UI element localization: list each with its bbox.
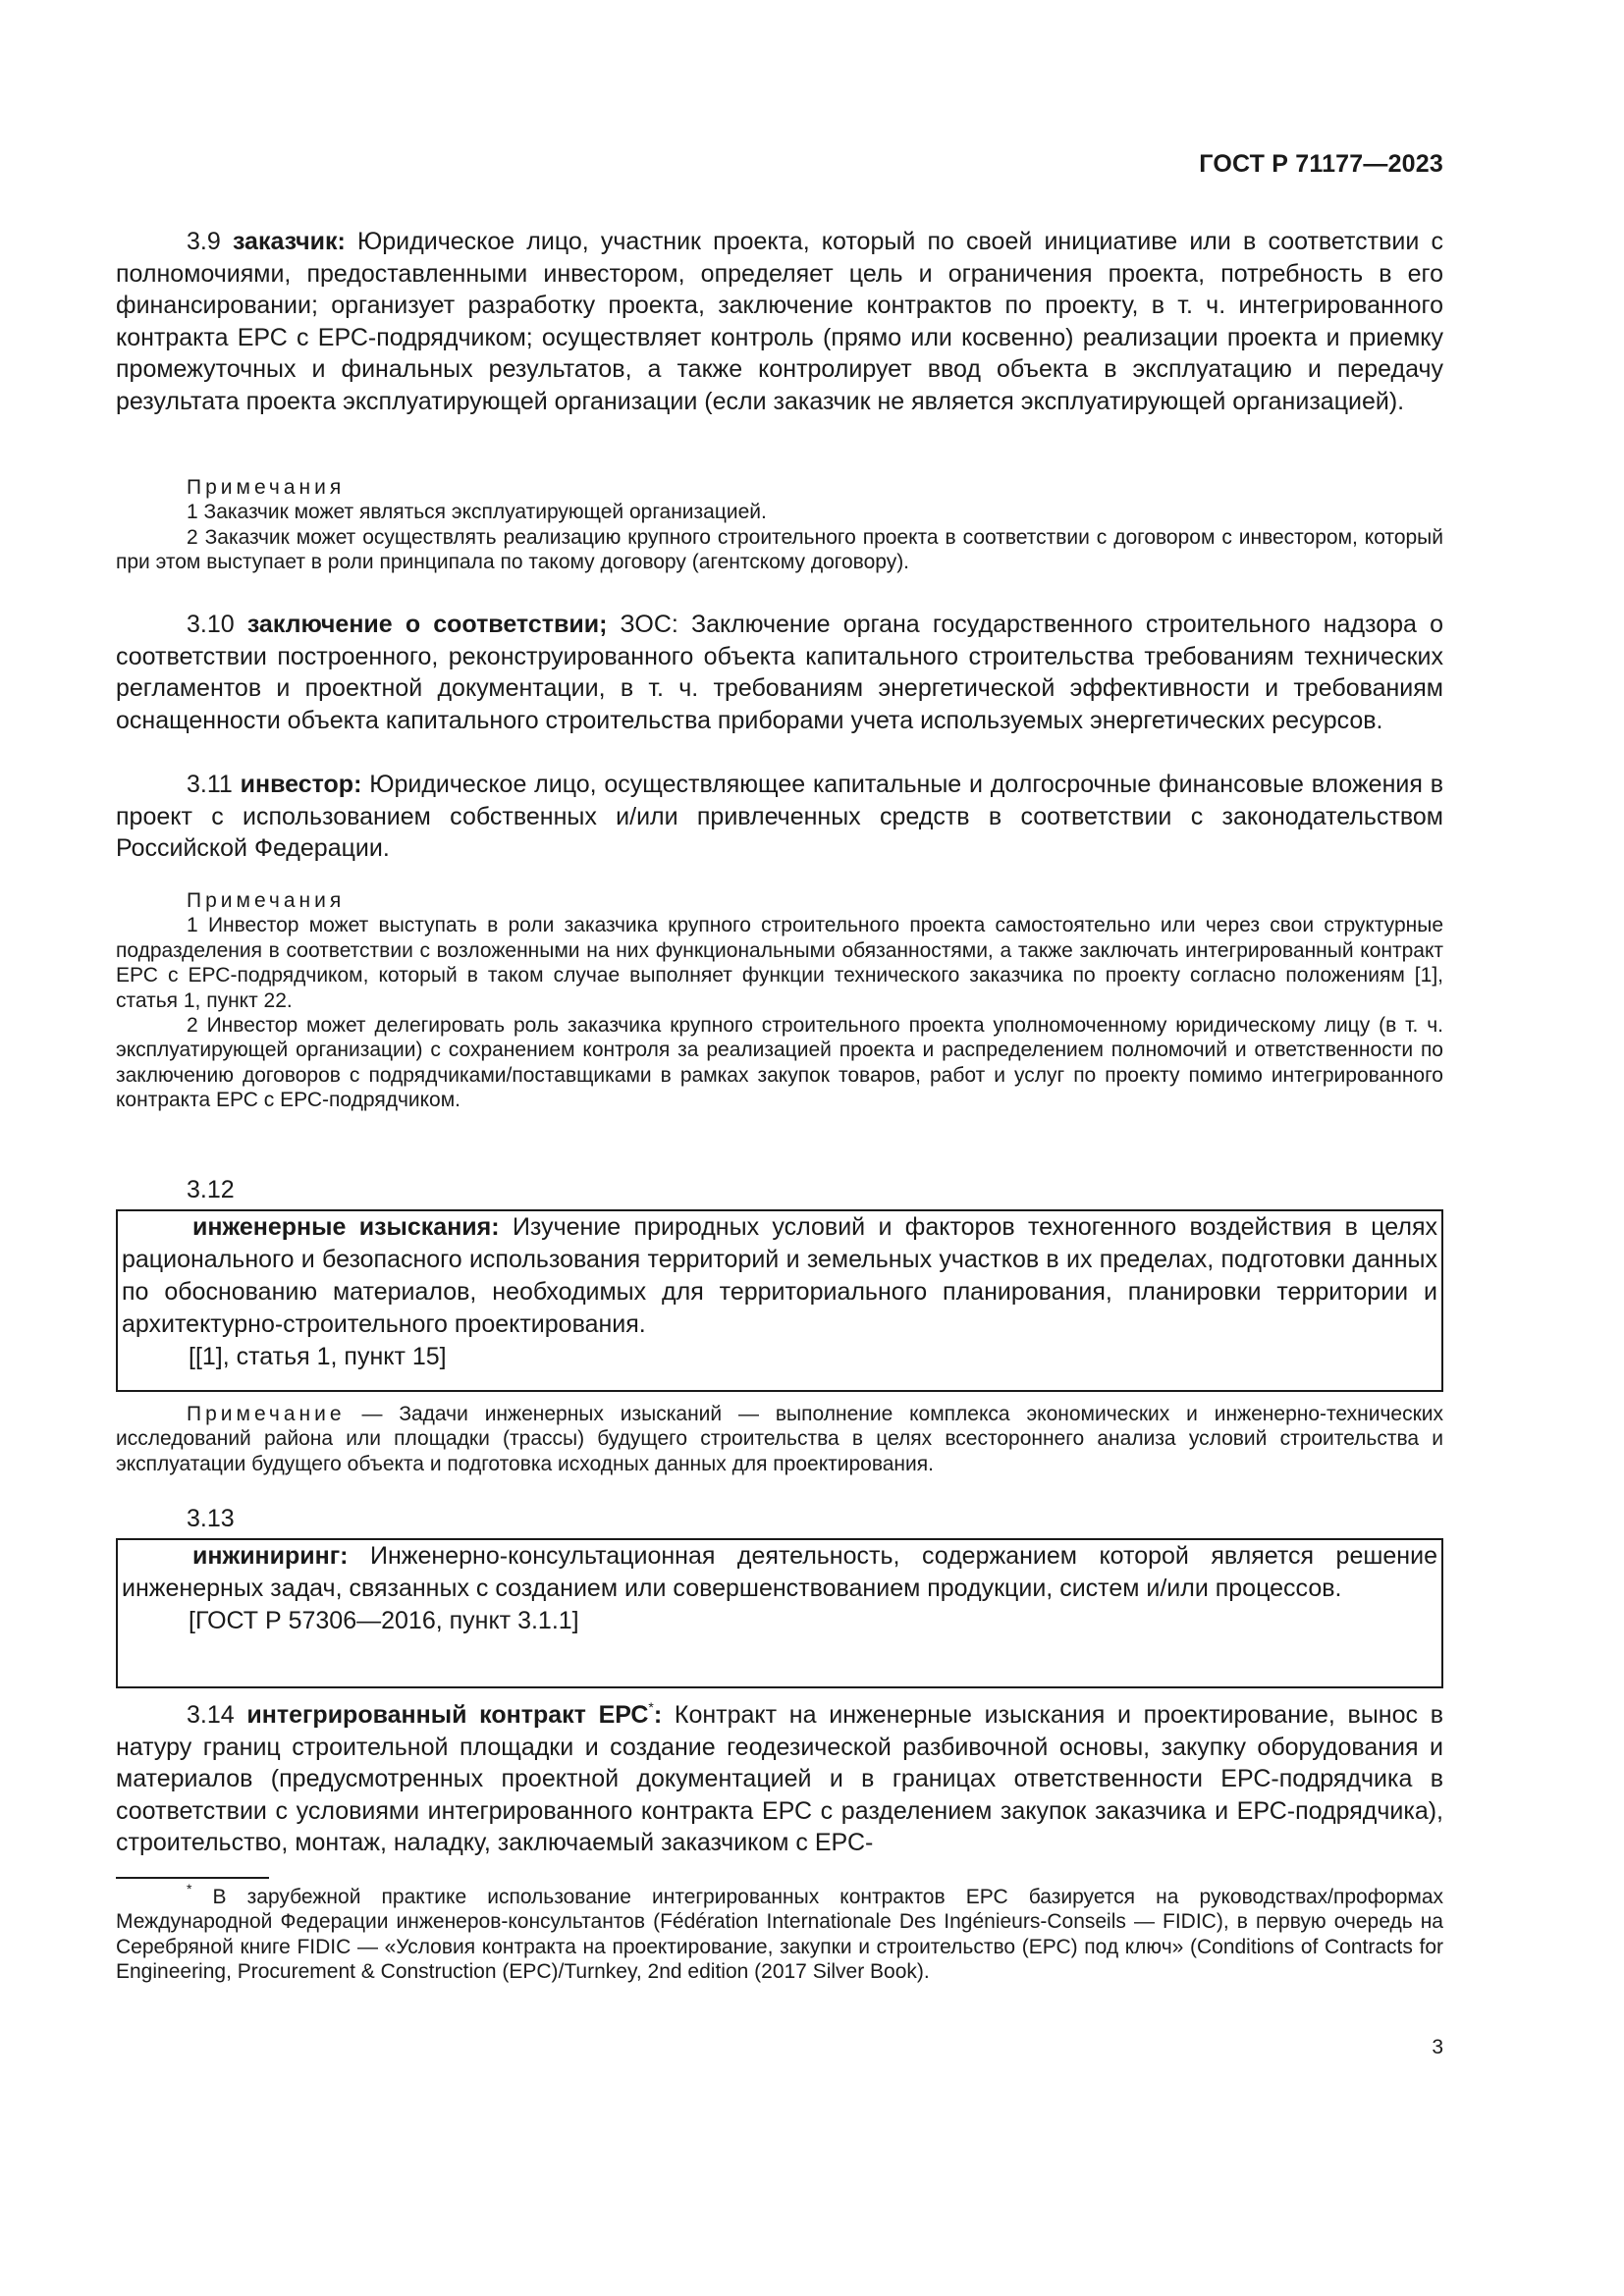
clause-3-12-note bbox=[116, 1402, 1443, 1476]
term-izyskaniya: инженерные изыскания: bbox=[192, 1213, 500, 1241]
notes-heading: Примечания bbox=[187, 476, 346, 499]
term-inzhiniring: инжиниринг: bbox=[192, 1542, 349, 1570]
clause-number: 3.14 bbox=[187, 1701, 235, 1729]
footnote-marker: * bbox=[648, 1698, 654, 1715]
clause-number: 3.10 bbox=[187, 611, 235, 638]
quoted-definition-box bbox=[116, 1538, 1443, 1688]
clause-3-14 bbox=[116, 1699, 1443, 1859]
footnote-separator bbox=[116, 1877, 269, 1879]
clause-3-12-number bbox=[116, 1174, 1443, 1206]
clause-3-10 bbox=[116, 609, 1443, 736]
quoted-definition-box bbox=[116, 1209, 1443, 1392]
term-kontrakt-epc: интегрированный контракт ЕРС bbox=[246, 1701, 649, 1729]
term-colon: : bbox=[653, 1701, 663, 1729]
note-item: 1 Инвестор может выступать в роли заказчика крупного строительного проекта самостоятельно или через свои структурные подразделения в соответствии с возложенными на них функциональными обязанностями, а также заключать интегрированный контракт ЕРС с ЕРС-подрядчиком, который в таком случае выполняет функции технического заказчика по проекту согласно положениям [1], статья 1, пункт 22. bbox=[116, 914, 1443, 1012]
clause-number: 3.11 bbox=[187, 771, 233, 798]
document-page bbox=[116, 0, 1443, 2296]
definition-text: Юридическое лицо, осуществляющее капитальные и долгосрочные финансовые вложения в проект с использованием собственных и/или привлеченных средств в соответствии с законодательством Российской Федерации. bbox=[116, 771, 1443, 862]
note-item: 2 Инвестор может делегировать роль заказчика крупного строительного проекта уполномоченному юридическому лицу (в т. ч. эксплуатирующей организации) с сохранением контроля за реализацией проекта и распределением полномочий и ответственности по заключению договоров с подрядчиками/поставщиками в рамках закупок товаров, работ и услуг по проекту помимо интегрированного контракта ЕРС с ЕРС-подрядчиком. bbox=[116, 1014, 1443, 1112]
definition-source: [[1], статья 1, пункт 15] bbox=[189, 1343, 447, 1370]
footnote-marker: * bbox=[187, 1881, 192, 1896]
clause-number: 3.12 bbox=[187, 1176, 235, 1203]
definition-text: Заключение органа государственного строительного надзора о соответствии построенного, реконструированного объекта капитального строительства требованиям технических регламентов и проектной документации, в т. ч. требованиям энергетической эффективности и требованиям оснащенности объекта капитального строительства приборами учета используемых энергетических ресурсов. bbox=[116, 611, 1443, 734]
term-abbreviation: ЗОС: bbox=[607, 611, 678, 638]
definition-source: [ГОСТ Р 57306—2016, пункт 3.1.1] bbox=[189, 1607, 579, 1634]
note-label: Примечание bbox=[187, 1403, 346, 1425]
definition-text: Инженерно-консультационная деятельность, содержанием которой является решение инженерных задач, связанных с созданием или совершенствованием продукции, систем и/или процессов. bbox=[122, 1542, 1437, 1602]
clause-3-11-notes bbox=[116, 888, 1443, 1113]
page-number: 3 bbox=[1432, 2036, 1443, 2058]
note-item: 1 Заказчик может являться эксплуатирующей организацией. bbox=[187, 501, 767, 524]
term-investor: инвестор: bbox=[240, 771, 362, 798]
term-zakazchik: заказчик: bbox=[232, 228, 346, 255]
note-item: 2 Заказчик может осуществлять реализацию крупного строительного проекта в соответствии с договором с инвестором, который при этом выступает в роли принципала по такому договору (агентскому договору). bbox=[116, 525, 1443, 574]
footnote-text: В зарубежной практике использование интегрированных контрактов ЕРС базируется на руководствах/проформах Международной Федерации инженеров-консультантов (Fédération Internationale Des Ingénieurs-Conseils — FIDIC), в первую очередь на Серебряной книге FIDIC — «Условия контракта на проектирование, закупки и строительство (ЕРС) под ключ» (Conditions of Contracts for Engineering, Procurement & Construction (EPC)/Turnkey, 2nd edition (2017 Silver Book). bbox=[116, 1886, 1443, 1984]
clause-3-13-number bbox=[116, 1503, 1443, 1535]
definition-text: Контракт на инженерные изыскания и проектирование, вынос в натуру границ строительной площадки и создание геодезической разбивочной основы, закупку оборудования и материалов (предусмотренных проектной документацией и в границах ответственности ЕРС-подрядчика в соответствии с условиями интегрированного контракта ЕРС с разделением закупок заказчика и ЕРС-подрядчика), строительство, монтаж, наладку, заключаемый заказчиком с ЕРС- bbox=[116, 1701, 1443, 1856]
clause-3-11 bbox=[116, 769, 1443, 865]
document-id-header: ГОСТ Р 71177—2023 bbox=[1199, 150, 1443, 178]
note-text: — Задачи инженерных изысканий — выполнение комплекса экономических и инженерно-технических исследований района или площадки (трассы) будущего строительства в целях всестороннего анализа условий строительства и эксплуатации будущего объекта и подготовка исходных данных для проектирования. bbox=[116, 1403, 1443, 1475]
clause-3-9-notes bbox=[116, 475, 1443, 575]
definition-text: Изучение природных условий и факторов техногенного воздействия в целях рационального и безопасного использования территорий и земельных участков в их пределах, подготовки данных по обоснованию материалов, необходимых для территориального планирования, планировки территории и архитектурно-строительного проектирования. bbox=[122, 1213, 1437, 1338]
clause-number: 3.13 bbox=[187, 1505, 235, 1532]
footnote bbox=[116, 1881, 1443, 1985]
clause-number: 3.9 bbox=[187, 228, 221, 255]
definition-text: Юридическое лицо, участник проекта, который по своей инициативе или в соответствии с полномочиями, предоставленными инвестором, определяет цель и ограничения проекта, потребность в его финансировании; организует разработку проекта, заключение контрактов по проекту, в т. ч. интегрированного контракта ЕРС с ЕРС-подрядчиком; осуществляет контроль (прямо или косвенно) реализации проекта и приемку промежуточных и финальных результатов, а также контролирует ввод объекта в эксплуатацию и передачу результата проекта эксплуатирующей организации (если заказчик не является эксплуатирующей организацией). bbox=[116, 228, 1443, 415]
notes-heading: Примечания bbox=[187, 889, 346, 912]
term-zaklyuchenie: заключение о соответствии; bbox=[246, 611, 608, 638]
clause-3-9 bbox=[116, 226, 1443, 417]
